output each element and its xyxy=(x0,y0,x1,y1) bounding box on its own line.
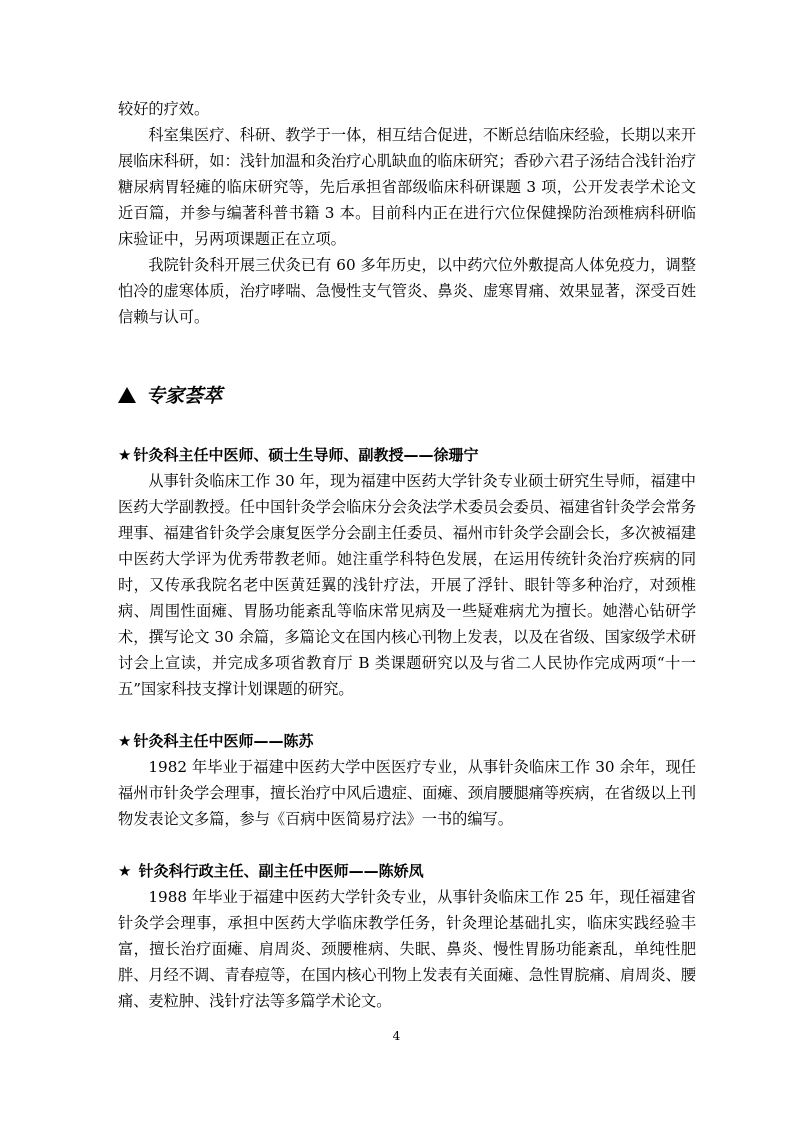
intro-paragraph-research: 科室集医疗、科研、教学于一体，相互结合促进，不断总结临床经验，长期以来开展临床科研，如：浅针加温和灸治疗心肌缺血的临床研究；香砂六君子汤结合浅针治疗糖尿病胃轻瘫的临床研究等，先后承担省部级临床科研课题 3 项，公开发表学术论文近百篇，并参与编著科普书籍 3 本。目前科内正在进行穴位保健操防治颈椎病科研临床验证中，另两项课题正在立项。 xyxy=(118,126,696,248)
intro-paragraph-sanfu: 我院针灸科开展三伏灸已有 60 多年历史，以中药穴位外敷提高人体免疫力，调整怕冷的虚寒体质，治疗哮喘、急慢性支气管炎、鼻炎、虚寒胃痛、效果显著，深受百姓信赖与认可。 xyxy=(118,256,696,326)
star-icon: ★ xyxy=(118,732,132,750)
expert-entry-chen-su xyxy=(118,728,696,832)
expert-heading xyxy=(118,728,696,754)
expert-entry-xu xyxy=(118,442,696,702)
expert-heading xyxy=(118,858,696,884)
expert-entry-chen-jiaofeng xyxy=(118,858,696,1014)
star-icon: ★ xyxy=(118,862,132,880)
page-content xyxy=(118,96,696,1014)
expert-bio: 从事针灸临床工作 30 年，现为福建中医药大学针灸专业硕士研究生导师，福建中医药大学副教授。任中国针灸学会临床分会灸法学术委员会委员、福建省针灸学会常务理事、福建省针灸学会康复医学分会副主任委员、福州市针灸学会副会长，多次被福建中医药大学评为优秀带教老师。她注重学科特色发展，在运用传统针灸治疗疾病的同时，又传承我院名老中医黄廷翼的浅针疗法，开展了浮针、眼针等多种治疗，对颈椎病、周围性面瘫、胃肠功能紊乱等临床常见病及一些疑难病尤为擅长。她潜心钻研学术，撰写论文 30 余篇，多篇论文在国内核心刊物上发表，以及在省级、国家级学术研讨会上宣读，并完成多项省教育厅 B 类课题研究以及与省二人民协作完成两项“十一五”国家科技支撑计划课题的研究。 xyxy=(118,472,696,698)
expert-heading-text: 针灸科行政主任、副主任中医师——陈娇凤 xyxy=(133,862,424,880)
expert-heading-text: 针灸科主任中医师——陈苏 xyxy=(133,732,314,750)
page-number: 4 xyxy=(392,1029,401,1043)
expert-bio: 1982 年毕业于福建中医药大学中医医疗专业，从事针灸临床工作 30 余年，现任福州市针灸学会理事，擅长治疗中风后遗症、面瘫、颈肩腰腿痛等疾病，在省级以上刊物发表论文多篇，参与《百病中医简易疗法》一书的编写。 xyxy=(118,758,696,828)
star-icon: ★ xyxy=(118,446,132,464)
expert-heading xyxy=(118,442,696,468)
section-title xyxy=(118,382,696,410)
intro-carryover-text: 较好的疗效。 xyxy=(118,100,210,118)
expert-heading-text: 针灸科主任中医师、硕士生导师、副教授——徐珊宁 xyxy=(133,446,479,464)
section-title-text: 专家荟萃 xyxy=(146,385,223,407)
expert-bio: 1988 年毕业于福建中医药大学针灸专业，从事针灸临床工作 25 年，现任福建省针灸学会理事，承担中医药大学临床教学任务，针灸理论基础扎实，临床实践经验丰富，擅长治疗面瘫、肩周炎、颈腰椎病、失眠、鼻炎、慢性胃肠功能紊乱，单纯性肥胖、月经不调、青春痘等，在国内核心刊物上发表有关面瘫、急性胃脘痛、肩周炎、腰痛、麦粒肿、浅针疗法等多篇学术论文。 xyxy=(118,888,696,1010)
triangle-icon xyxy=(118,387,136,403)
